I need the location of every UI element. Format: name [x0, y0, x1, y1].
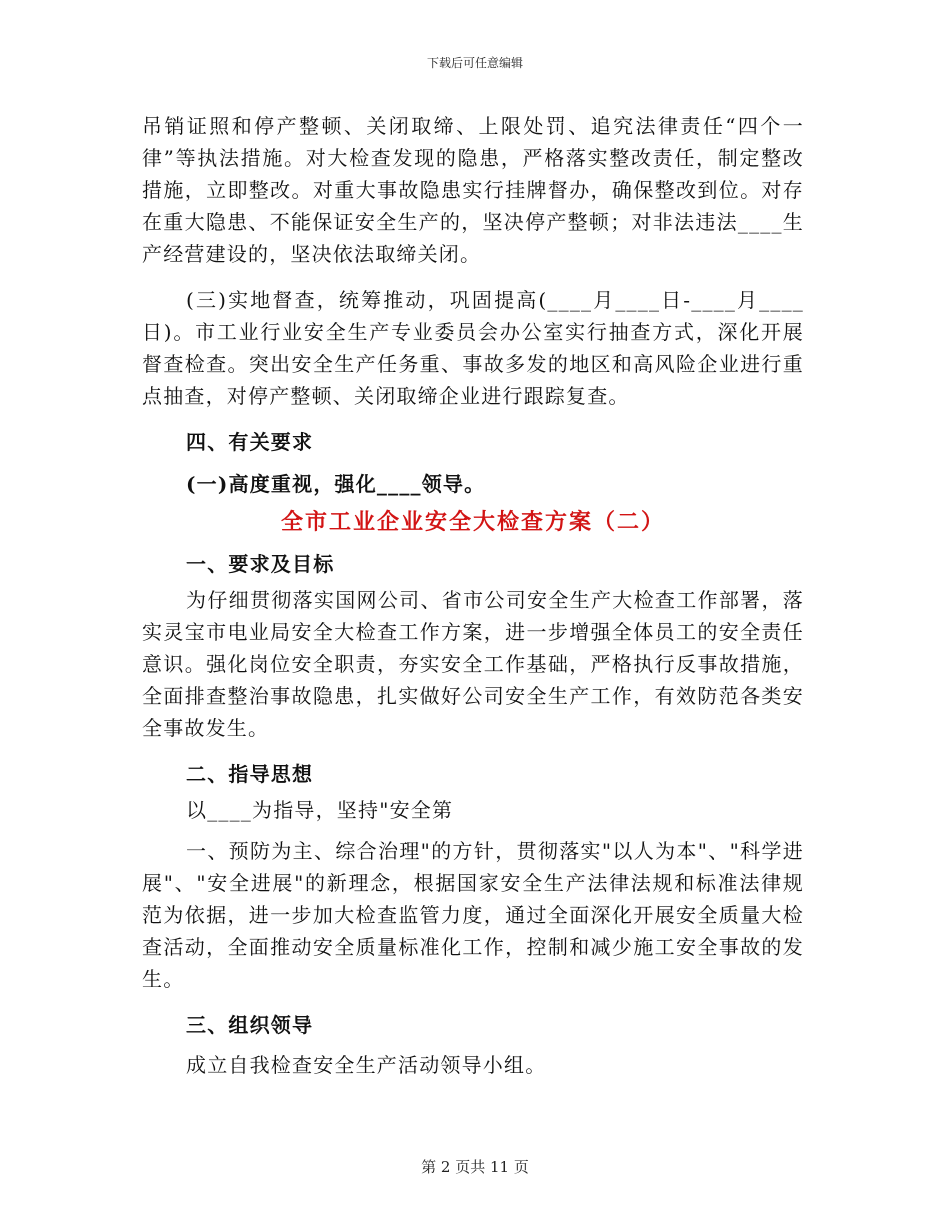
heading-goal: 一、要求及目标 — [186, 552, 335, 576]
paragraph-prevention: 一、预防为主、综合治理"的方针，贯彻落实"以人为本"、"科学进展"、"安全进展"的新理念，根据国家安全生产法律法规和标准法律规范为依据，进一步加大检查监管力度，通过全面深化开展安全质量大检查活动，全面推动安全质量标准化工作，控制和减少施工安全事故的发生。 — [142, 839, 804, 991]
paragraph-goal: 为仔细贯彻落实国网公司、省市公司安全生产大检查工作部署，落实灵宝市电业局安全大检查工作方案，进一步增强全体员工的安全责任意识。强化岗位安全职责，夯实安全工作基础，严格执行反事故措施，全面排查整治事故隐患，扎实做好公司安全生产工作，有效防范各类安全事故发生。 — [142, 588, 804, 740]
paragraph-enforcement: 吊销证照和停产整顿、关闭取缔、上限处罚、追究法律责任“四个一律”等执法措施。对大检查发现的隐患，严格落实整改责任，制定整改措施，立即整改。对重大事故隐患实行挂牌督办，确保整改到位。对存在重大隐患、不能保证安全生产的，坚决停产整顿；对非法违法____生产经营建设的，坚决依法取缔关闭。 — [142, 114, 804, 266]
heading-guiding-thought: 二、指导思想 — [186, 762, 314, 786]
page-footer: 第 2 页共 11 页 — [421, 1158, 529, 1176]
document-title: 全市工业企业安全大检查方案（二） — [280, 509, 665, 535]
document-body — [142, 110, 804, 1081]
paragraph-guide-line: 以____为指导，坚持"安全第 — [186, 798, 454, 822]
heading-organization: 三、组织领导 — [186, 1013, 314, 1037]
heading-requirements: 四、有关要求 — [186, 430, 314, 454]
paragraph-leadership-group: 成立自我检查安全生产活动领导小组。 — [186, 1053, 547, 1077]
heading-high-attention: (一)高度重视，强化____领导。 — [186, 472, 486, 496]
page-header: 下载后可任意编辑 — [426, 56, 523, 70]
paragraph-onsite-inspection: (三)实地督查，统筹推动，巩固提高(____月____日-____月____日)。市工业行业安全生产专业委员会办公室实行抽查方式，深化开展督查检查。突出安全生产任务重、事故多发的地区和高风险企业进行重点抽查，对停产整顿、关闭取缔企业进行跟踪复查。 — [142, 288, 804, 408]
